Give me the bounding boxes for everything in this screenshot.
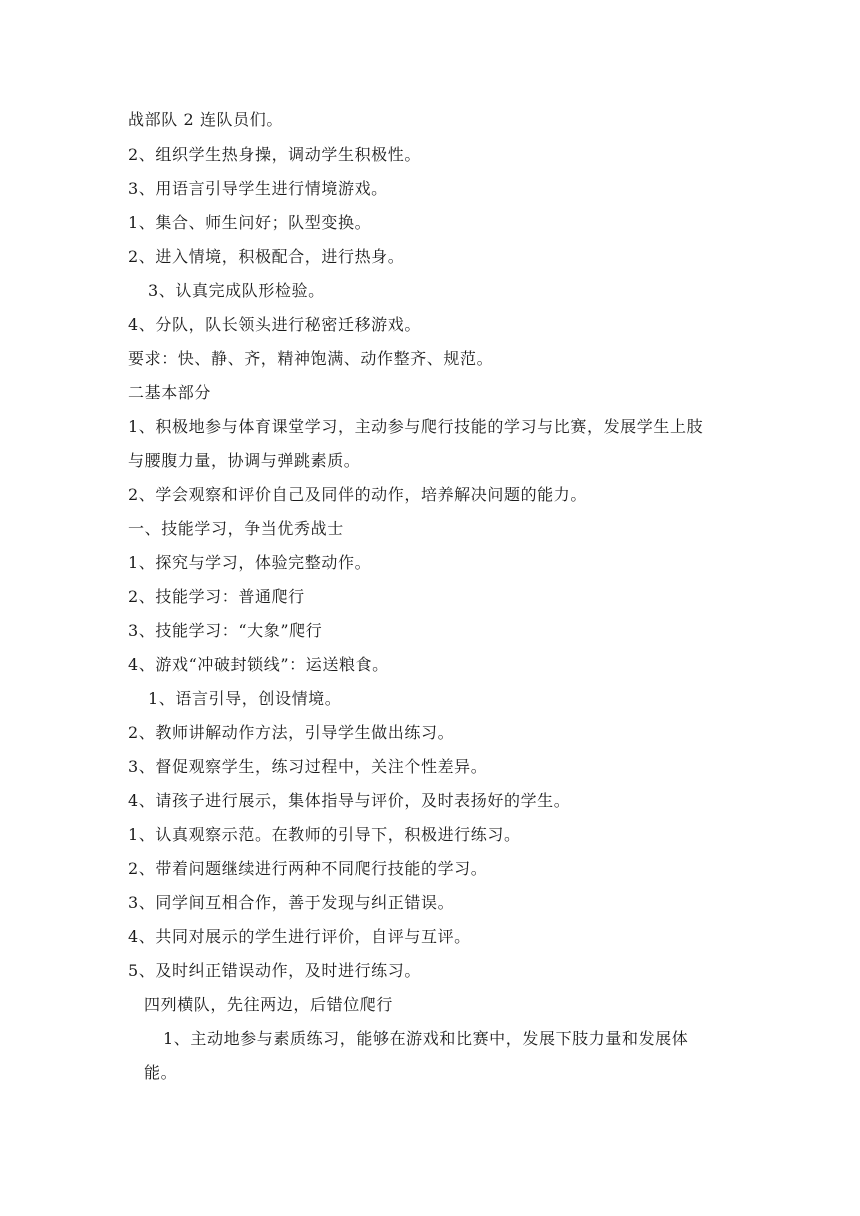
text-line: 1、集合、师生问好；队型变换。: [128, 213, 372, 232]
text-line: 1、主动地参与素质练习，能够在游戏和比赛中，发展下肢力量和发展体: [163, 1029, 689, 1048]
text-line: 1、探究与学习，体验完整动作。: [128, 553, 372, 572]
text-line: 2、学会观察和评价自己及同伴的动作，培养解决问题的能力。: [128, 485, 587, 504]
text-line: 4、分队，队长领头进行秘密迁移游戏。: [128, 315, 421, 334]
text-line: 3、技能学习：“大象”爬行: [128, 621, 323, 640]
text-line: 4、游戏“冲破封锁线”：运送粮食。: [128, 655, 389, 674]
text-line: 3、认真完成队形检验。: [148, 281, 325, 300]
text-line: 3、同学间互相合作，善于发现与纠正错误。: [128, 893, 455, 912]
text-line: 与腰腹力量，协调与弹跳素质。: [128, 451, 361, 470]
text-line: 能。: [144, 1063, 178, 1082]
text-line: 四列横队，先往两边，后错位爬行: [144, 995, 394, 1014]
text-line: 3、用语言引导学生进行情境游戏。: [128, 179, 388, 198]
text-line: 战部队 2 连队员们。: [128, 110, 283, 129]
text-line: 2、技能学习：普通爬行: [128, 587, 305, 606]
section-heading: 二基本部分: [128, 383, 212, 402]
text-line: 1、认真观察示范。在教师的引导下，积极进行练习。: [128, 825, 521, 844]
text-line: 2、组织学生热身操，调动学生积极性。: [128, 145, 421, 164]
section-heading: 一、技能学习，争当优秀战士: [128, 519, 344, 538]
text-line: 1、语言引导，创设情境。: [148, 689, 342, 708]
text-line: 5、及时纠正错误动作，及时进行练习。: [128, 961, 421, 980]
text-line: 2、带着问题继续进行两种不同爬行技能的学习。: [128, 859, 488, 878]
text-line: 1、积极地参与体育课堂学习，主动参与爬行技能的学习与比赛，发展学生上肢: [128, 417, 704, 436]
text-line: 3、督促观察学生，练习过程中，关注个性差异。: [128, 757, 488, 776]
text-line: 2、进入情境，积极配合，进行热身。: [128, 247, 405, 266]
text-line: 4、共同对展示的学生进行评价，自评与互评。: [128, 927, 471, 946]
text-line: 2、教师讲解动作方法，引导学生做出练习。: [128, 723, 455, 742]
text-line: 要求：快、静、齐，精神饱满、动作整齐、规范。: [128, 349, 494, 368]
text-line: 4、请孩子进行展示，集体指导与评价，及时表扬好的学生。: [128, 791, 571, 810]
